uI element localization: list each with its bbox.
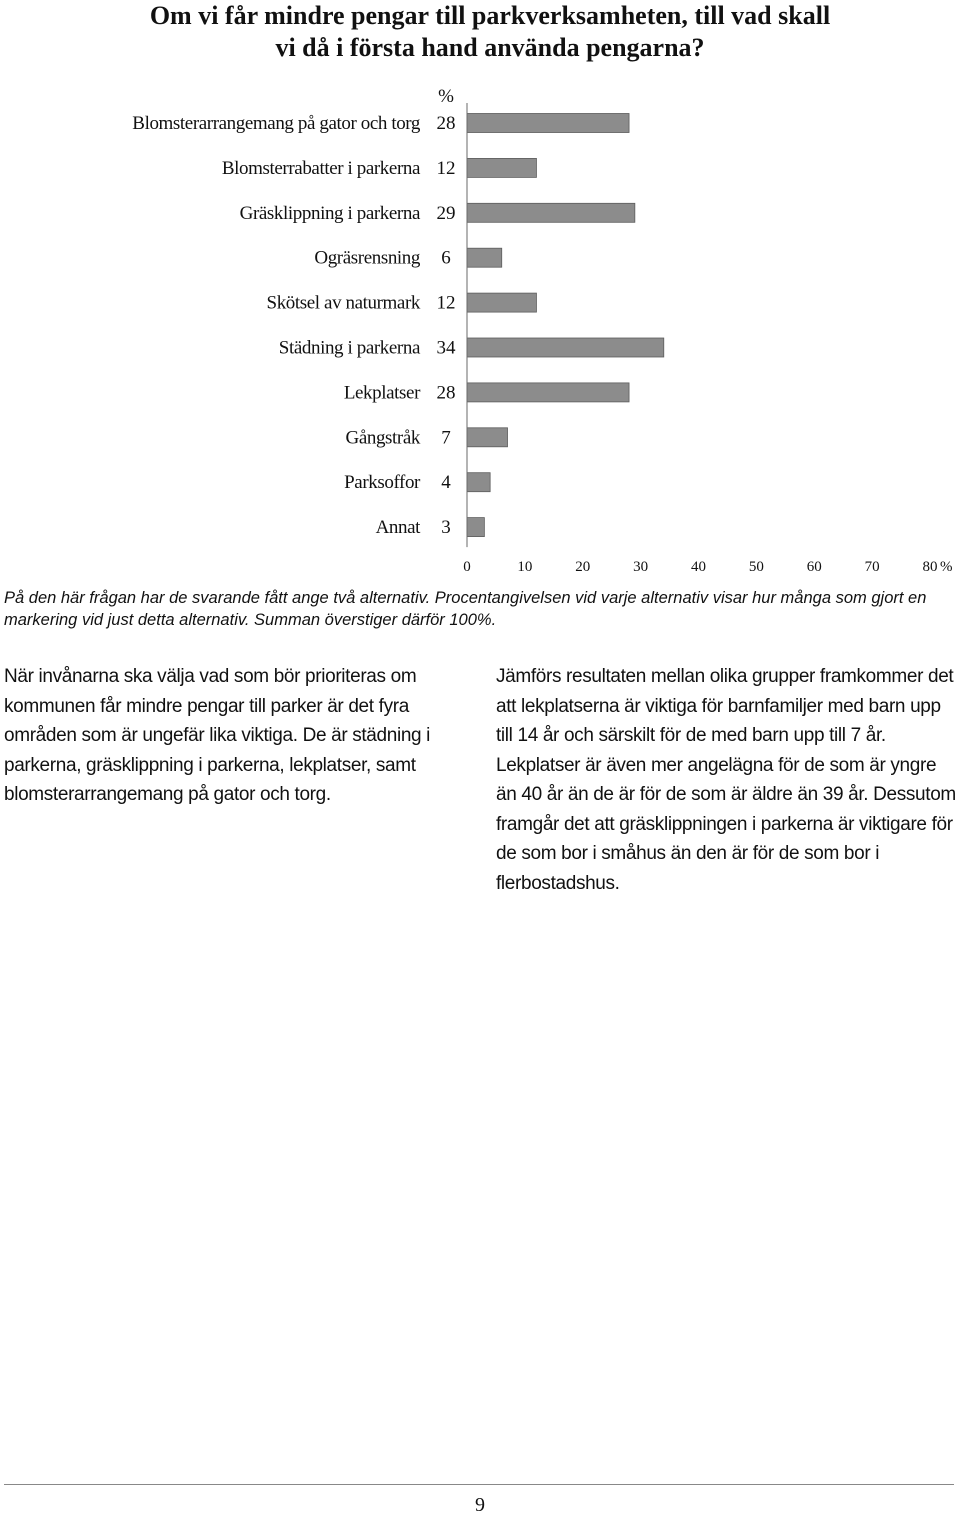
x-tick-label: 30 xyxy=(633,559,649,575)
bar-chart xyxy=(0,80,960,580)
category-label: Annat xyxy=(375,517,420,539)
category-label: Blomsterrabatter i parkerna xyxy=(221,157,420,179)
bar xyxy=(467,293,536,312)
category-label: Ogräsrensning xyxy=(314,247,420,269)
x-axis-unit: % xyxy=(940,559,953,575)
category-label: Gräsklippning i parkerna xyxy=(239,202,420,224)
category-label: Skötsel av naturmark xyxy=(266,292,420,314)
x-tick-label: 70 xyxy=(864,559,880,575)
x-tick-label: 40 xyxy=(691,559,706,575)
page-number: 9 xyxy=(475,1494,485,1516)
category-label: Gångstråk xyxy=(345,427,420,449)
bar-value-label: 29 xyxy=(436,202,456,224)
chart-footnote: På den här frågan har de svarande fått ange två alternativ. Procentangivelsen vid varje alternativ visar hur många som gjort en markering vid just detta alternativ. Summan överstiger därför 100%. xyxy=(4,589,927,629)
x-tick-label: 60 xyxy=(806,559,822,575)
bar xyxy=(467,518,484,537)
bar-value-label: 7 xyxy=(441,427,451,449)
footer-divider xyxy=(4,1484,954,1485)
bar xyxy=(467,338,664,357)
category-label: Städning i parkerna xyxy=(278,337,420,359)
x-tick-label: 50 xyxy=(748,559,764,575)
category-label: Parksoffor xyxy=(344,472,420,494)
bar-value-label: 28 xyxy=(436,382,456,404)
bar-value-label: 4 xyxy=(441,472,451,494)
bar-value-label: 12 xyxy=(436,157,456,179)
bar-value-label: 3 xyxy=(441,517,451,539)
bar xyxy=(467,114,629,133)
x-tick-label: 10 xyxy=(517,559,533,575)
chart-title: Om vi får mindre pengar till parkverksamheten, till vad skall vi då i första hand använda pengarna? xyxy=(149,1,831,62)
category-label: Lekplatser xyxy=(343,382,420,404)
body-text-right: Jämförs resultaten mellan olika grupper framkommer det att lekplatserna är viktiga för barnfamiljer med barn upp till 14 år och särskilt för de med barn upp till 7 år. Lekplatser är även mer angelägna för de som är yngre än 40 år än de är för de som är äldre än 39 år. Dessutom framgår det att gräsklippningen i parkerna är viktigare för de som bor i småhus än den är för de som bor i flerbostadshus. xyxy=(496,666,956,894)
x-tick-label: 80 xyxy=(922,559,938,575)
category-label: Blomsterarrangemang på gator och torg xyxy=(132,113,420,134)
x-tick-label: 0 xyxy=(463,559,471,575)
x-tick-label: 20 xyxy=(575,559,591,575)
bar xyxy=(467,473,490,492)
bar-value-label: 6 xyxy=(441,247,451,269)
body-text-left: När invånarna ska välja vad som bör prioriteras om kommunen får mindre pengar till parker är det fyra områden som är ungefär lika viktiga. De är städning i parkerna, gräsklippning i parkerna, lekplatser, samt blomsterarrangemang på gator och torg. xyxy=(4,666,431,805)
bar xyxy=(467,383,629,402)
bar-value-label: 34 xyxy=(436,337,456,359)
bar-value-label: 28 xyxy=(436,113,456,134)
value-column-header: % xyxy=(438,86,454,107)
bar xyxy=(467,203,635,222)
bar xyxy=(467,248,502,267)
bar xyxy=(467,428,508,447)
bar-value-label: 12 xyxy=(436,292,456,314)
bar xyxy=(467,158,536,177)
